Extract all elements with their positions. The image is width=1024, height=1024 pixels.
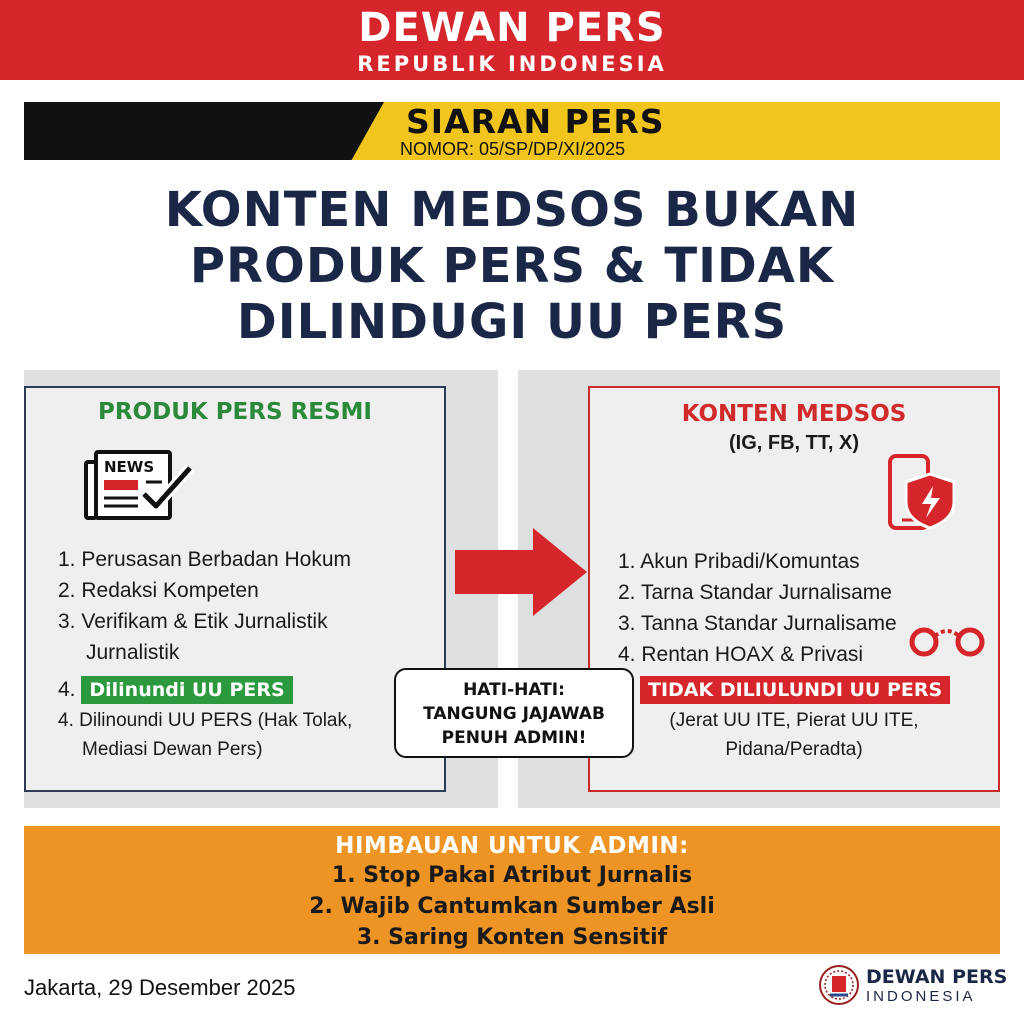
- note-line: Mediasi Dewan Pers): [82, 739, 263, 760]
- highlight-number: 4.: [58, 678, 76, 701]
- not-protected-badge: TIDAK DILIULUNDI UU PERS: [640, 676, 950, 704]
- headline-line: DILINDUGI UU PERS: [236, 294, 788, 350]
- advice-title: HIMBAUAN UNTUK ADMIN:: [335, 833, 689, 859]
- footer-logo-name: DEWAN PERS: [866, 966, 1008, 988]
- footer-logo: [818, 962, 1008, 1012]
- advice-item: 1. Stop Pakai Atribut Jurnalis: [331, 863, 693, 888]
- list-item: 1. Perusasan Berbadan Hokum: [58, 548, 352, 571]
- banner-title: SIARAN PERS: [406, 102, 665, 141]
- header-bar: [0, 0, 1024, 80]
- handcuffs-icon: [908, 622, 986, 658]
- social-media-card: [588, 386, 1000, 792]
- note-line: 4. Dilinoundi UU PERS (Hak Tolak,: [58, 710, 353, 731]
- org-name: DEWAN PERS: [358, 5, 666, 51]
- press-release-banner: [24, 102, 1000, 160]
- admin-advice-box: [24, 826, 1000, 954]
- headline-line: PRODUK PERS & TIDAK: [189, 238, 835, 294]
- phone-shield-icon: [886, 454, 962, 532]
- news-icon-text: NEWS: [104, 458, 155, 476]
- official-press-title: PRODUK PERS RESMI: [97, 399, 372, 425]
- headline: [60, 182, 964, 350]
- headline-line: KONTEN MEDSOS BUKAN: [164, 182, 860, 238]
- not-protected-row: [640, 676, 950, 704]
- official-press-note: [58, 706, 438, 764]
- protected-badge: Dilinundi UU PERS: [81, 676, 292, 704]
- official-press-card: [24, 386, 446, 792]
- social-media-note: [590, 706, 998, 764]
- footer-logo-sub: INDONESIA: [866, 988, 976, 1005]
- list-item: 3. Tanna Standar Jurnalisame: [618, 612, 897, 635]
- release-date: Jakarta, 29 Desember 2025: [24, 975, 296, 1000]
- newspaper-check-icon: [82, 448, 198, 522]
- protected-highlight-row: [58, 676, 293, 704]
- right-arrow-icon: [455, 528, 587, 616]
- list-item: 4. Rentan HOAX & Privasi: [618, 643, 864, 666]
- callout-line: TANGUNG JAJAWAB: [423, 704, 605, 724]
- social-media-title: KONTEN MEDSOS: [681, 401, 907, 427]
- social-media-platforms: (IG, FB, TT, X): [729, 432, 859, 454]
- advice-item: 2. Wajib Cantumkan Sumber Asli: [309, 894, 715, 919]
- social-media-list: [618, 546, 897, 670]
- note-line: (Jerat UU ITE, Pierat UU ITE,: [669, 710, 919, 731]
- official-press-list: [58, 544, 351, 668]
- list-item: 2. Tarna Standar Jurnalisame: [618, 581, 892, 604]
- warning-callout: [394, 668, 634, 758]
- advice-item: 3. Saring Konten Sensitif: [356, 925, 668, 950]
- org-country: REPUBLIK INDONESIA: [357, 52, 667, 76]
- note-line: Pidana/Peradta): [725, 739, 863, 760]
- callout-line: PENUH ADMIN!: [441, 728, 587, 748]
- banner-number: NOMOR: 05/SP/DP/XI/2025: [400, 139, 626, 159]
- seal-logo-icon: [818, 964, 860, 1006]
- banner-black-stripe: [24, 102, 384, 160]
- callout-line: HATI-HATI:: [463, 680, 565, 700]
- list-item: 3. Verifikam & Etik Jurnalistik: [58, 610, 328, 633]
- list-item: 2. Redaksi Kompeten: [58, 579, 259, 602]
- list-item: 1. Akun Pribadi/Komuntas: [618, 550, 860, 573]
- list-item: Jurnalistik: [86, 641, 180, 664]
